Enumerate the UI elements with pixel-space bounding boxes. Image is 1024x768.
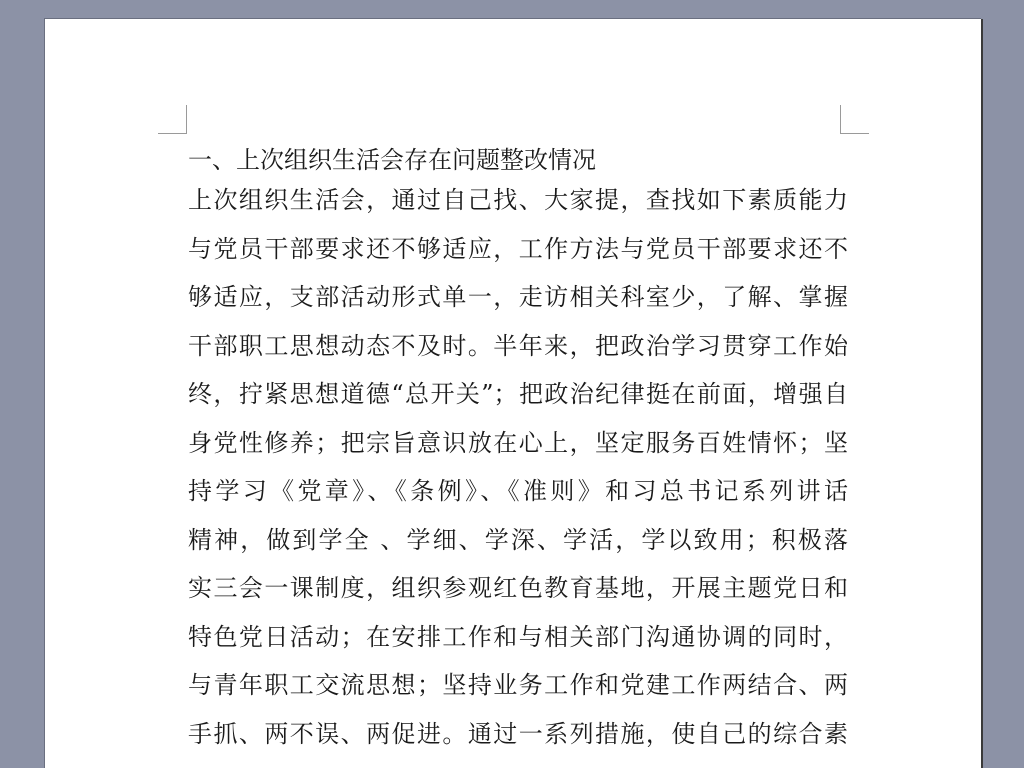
paragraph-line: 实三会一课制度，组织参观红色教育基地，开展主题党日和 [188,574,848,602]
section-heading: 一、上次组织生活会存在问题整改情况 [188,146,596,174]
margin-corner-top-right [840,105,869,134]
margin-corner-top-left [158,105,187,134]
paragraph-line: 干部职工思想动态不及时。半年来，把政治学习贯穿工作始 [188,331,848,360]
paragraph-line: 与党员干部要求还不够适应，工作方法与党员干部要求还不 [188,234,848,263]
paragraph-line: 与青年职工交流思想；坚持业务工作和党建工作两结合、两 [188,671,848,699]
paragraph-line: 手抓、两不误、两促进。通过一系列措施，使自己的综合素 [188,719,848,748]
paragraph-line: 持学习《党章》、《条例》、《准则》和习总书记系列讲话 [188,477,848,505]
paragraph-line: 精神，做到学全 、学细、学深、学活，学以致用；积极落 [188,525,848,554]
paragraph-line: 终，拧紧思想道德“总开关”；把政治纪律挺在前面，增强自 [188,380,848,408]
paragraph-line: 够适应，支部活动形式单一，走访相关科室少，了解、掌握 [188,283,848,311]
paragraph-line: 特色党日活动；在安排工作和与相关部门沟通协调的同时， [188,622,848,651]
paragraph-line: 上次组织生活会，通过自己找、大家提，查找如下素质能力 [188,186,848,214]
paragraph-line: 身党性修养；把宗旨意识放在心上，坚定服务百姓情怀；坚 [188,428,848,457]
document-text-body[interactable] [188,144,848,758]
document-page[interactable] [44,19,981,768]
